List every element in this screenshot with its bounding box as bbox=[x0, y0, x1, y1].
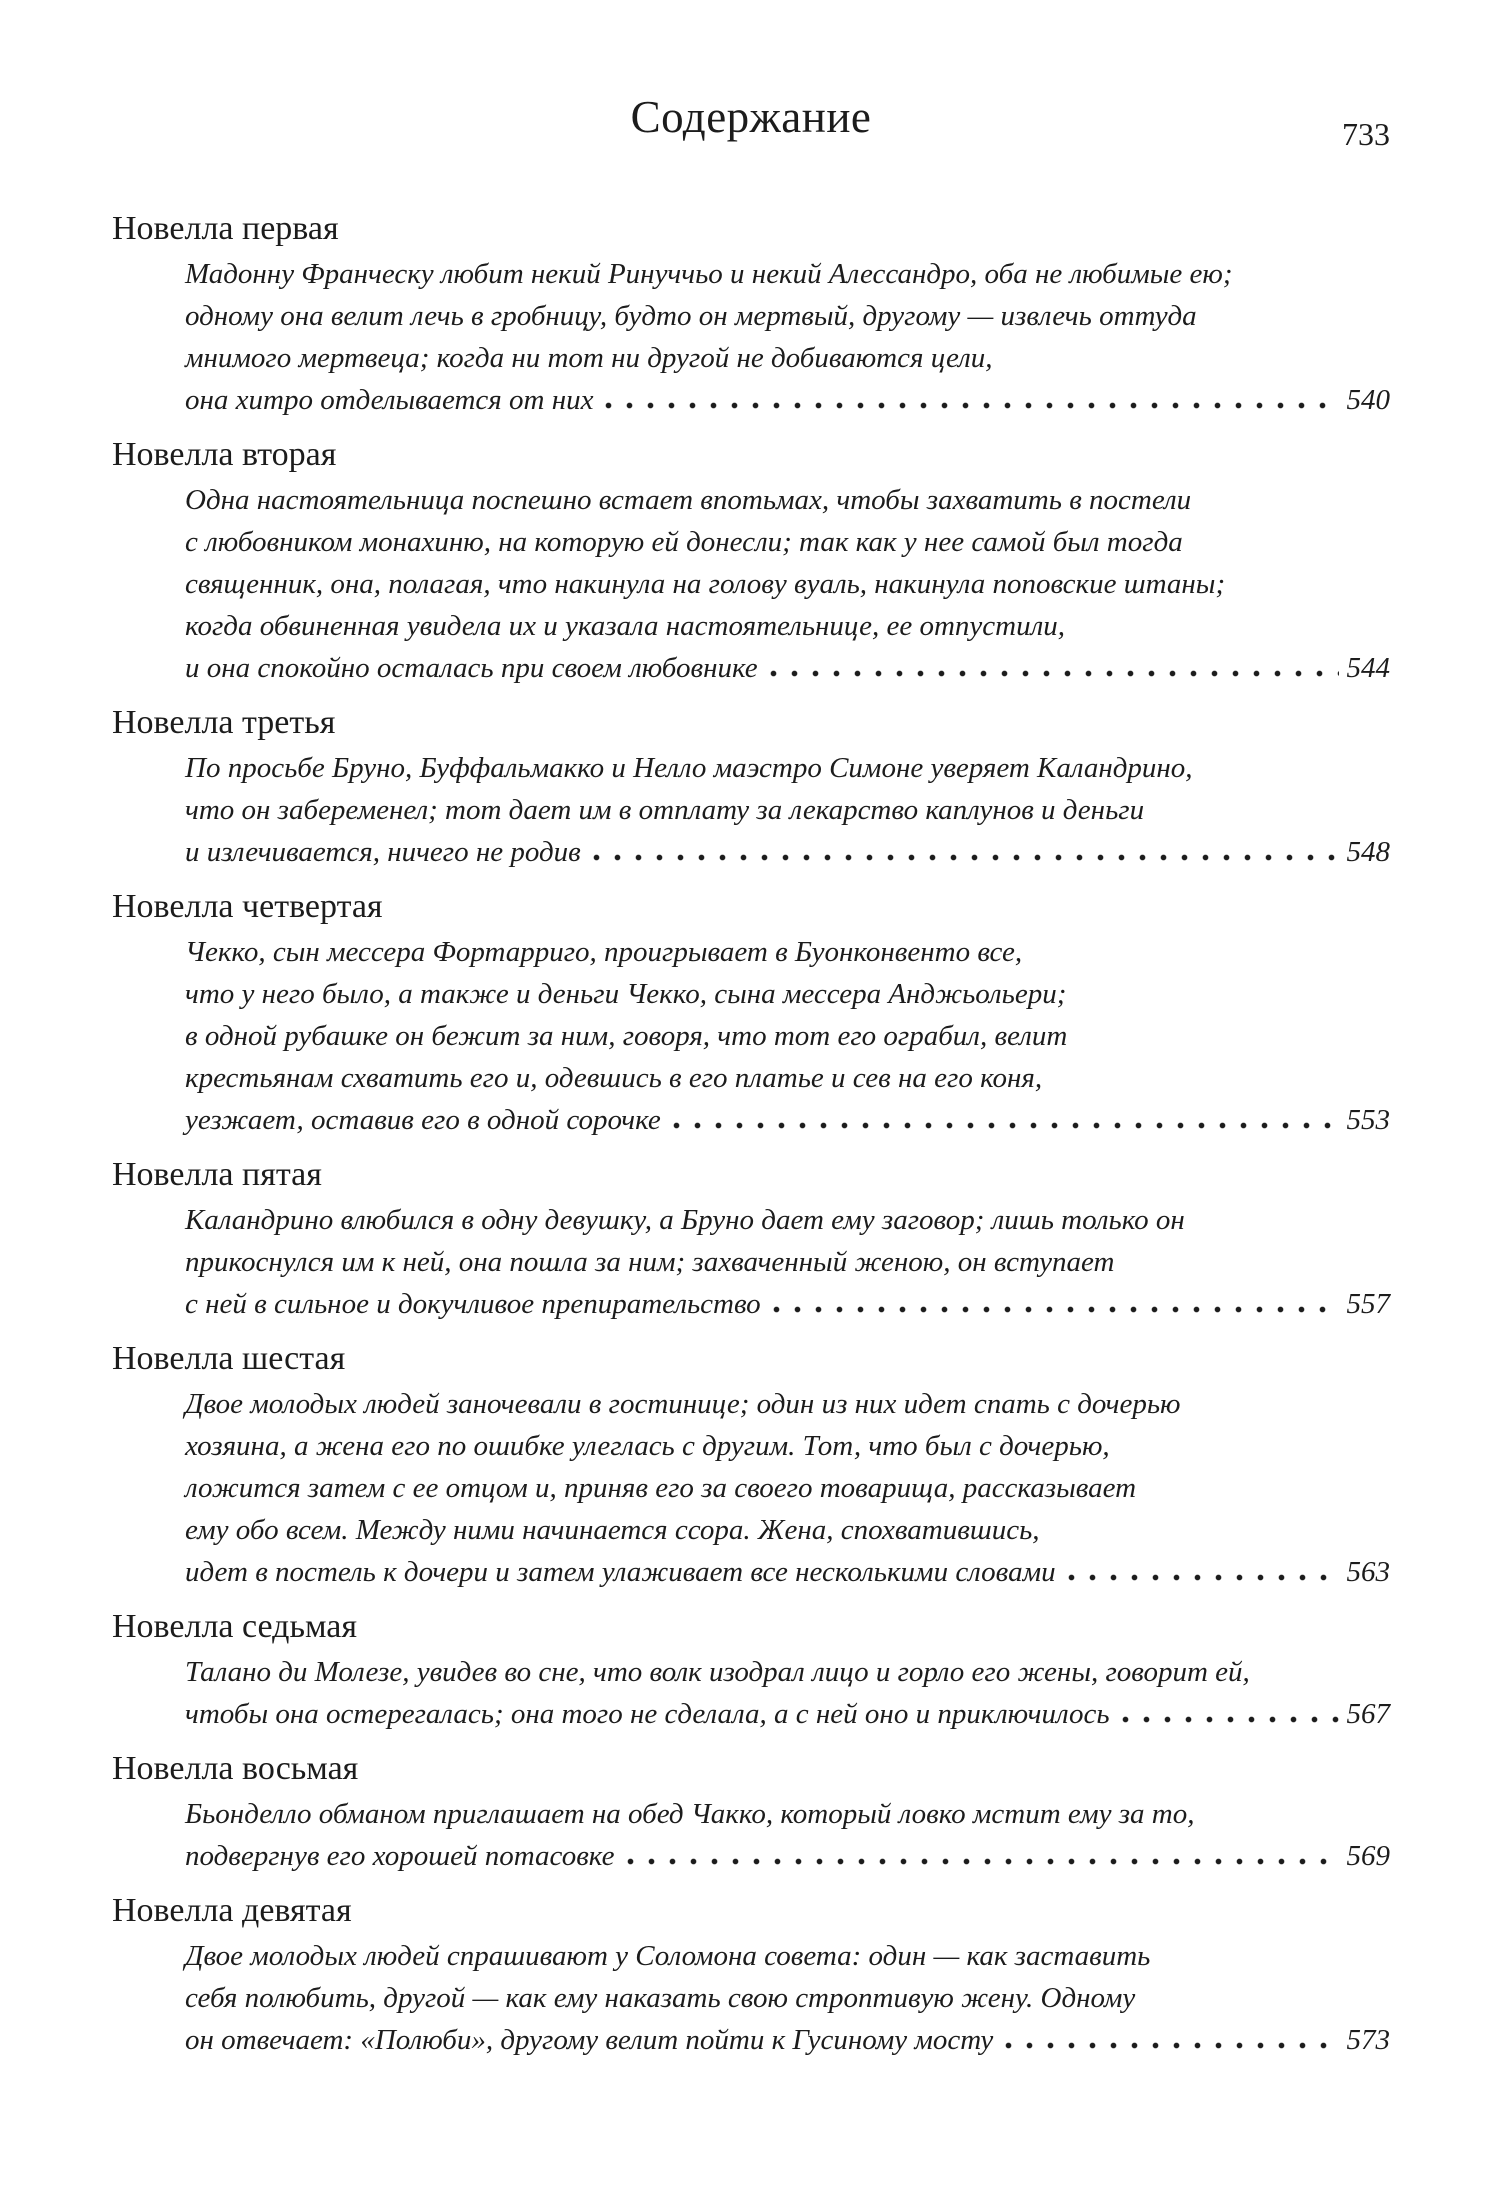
entry-description-line: Двое молодых людей заночевали в гостинице; один из них идет спать с дочерью bbox=[185, 1388, 1181, 1420]
entry-last-line-text: подвергнув его хорошей потасовке bbox=[185, 1840, 615, 1872]
entry-description-line: Двое молодых людей спрашивают у Соломона совета: один — как заставить bbox=[185, 1940, 1151, 1972]
entry-last-line bbox=[185, 1283, 1390, 1325]
entry-heading: Новелла первая bbox=[112, 210, 339, 247]
entry-description-line: Мадонну Франческу любит некий Ринуччьо и некий Алессандро, оба не любимые ею; bbox=[185, 258, 1233, 290]
entry-heading: Новелла третья bbox=[112, 704, 336, 741]
entry-last-line-text: он отвечает: «Полюби», другому велит пойти к Гусиному мосту bbox=[185, 2024, 994, 2056]
entry-description-line: в одной рубашке он бежит за ним, говоря, что тот его ограбил, велит bbox=[185, 1020, 1068, 1052]
entry-last-line bbox=[185, 1835, 1390, 1877]
entry-description-line: хозяина, а жена его по ошибке улеглась с другим. Тот, что был с дочерью, bbox=[185, 1430, 1110, 1462]
entry-heading: Новелла шестая bbox=[112, 1340, 346, 1377]
entry-description bbox=[112, 1935, 1390, 2061]
entry-description-line: По просьбе Бруно, Буффальмакко и Нелло маэстро Симоне уверяет Каландрино, bbox=[185, 752, 1193, 784]
entry-last-line-text: и она спокойно осталась при своем любовнике bbox=[185, 652, 758, 684]
entry-page-number: 557 bbox=[1346, 1288, 1390, 1320]
entry-description-line: когда обвиненная увидела их и указала настоятельнице, ее отпустили, bbox=[185, 610, 1066, 642]
entry-description-line: крестьянам схватить его и, одевшись в его платье и сев на его коня, bbox=[185, 1062, 1043, 1094]
entry-description-line: прикоснулся им к ней, она пошла за ним; захваченный женою, он вступает bbox=[185, 1246, 1115, 1278]
dot-leader bbox=[605, 402, 1338, 409]
dot-leader bbox=[1122, 1716, 1339, 1723]
entry-last-line-text: она хитро отделывается от них bbox=[185, 384, 594, 416]
entry-page-number: 544 bbox=[1346, 652, 1390, 684]
entry-page-number: 563 bbox=[1346, 1556, 1390, 1588]
entry-description bbox=[112, 1793, 1390, 1877]
entry-page-number: 540 bbox=[1346, 384, 1390, 416]
dot-leader bbox=[1068, 1574, 1339, 1581]
entry-description-line: одному она велит лечь в гробницу, будто он мертвый, другому — извлечь оттуда bbox=[185, 300, 1197, 332]
toc-entry bbox=[112, 1748, 1390, 1877]
entry-heading: Новелла восьмая bbox=[112, 1750, 359, 1787]
entry-last-line-text: идет в постель к дочери и затем улаживает все несколькими словами bbox=[185, 1556, 1056, 1588]
entry-description-line: Талано ди Молезе, увидев во сне, что волк изодрал лицо и горло его жены, говорит ей, bbox=[185, 1656, 1250, 1688]
entry-description-line: Одна настоятельница поспешно встает впотьмах, чтобы захватить в постели bbox=[185, 484, 1192, 516]
entry-description-line: Чекко, сын мессера Фортарриго, проигрывает в Буонконвенто все, bbox=[185, 936, 1023, 968]
entry-description-line: с любовником монахиню, на которую ей донесли; так как у нее самой был тогда bbox=[185, 526, 1183, 558]
dot-leader bbox=[593, 854, 1339, 861]
toc-entry bbox=[112, 1606, 1390, 1735]
entry-last-line bbox=[185, 647, 1390, 689]
dot-leader bbox=[627, 1858, 1339, 1865]
entry-page-number: 573 bbox=[1346, 2024, 1390, 2056]
entry-description bbox=[112, 931, 1390, 1141]
entry-description-line: ложится затем с ее отцом и, приняв его за своего товарища, рассказывает bbox=[185, 1472, 1137, 1504]
entry-last-line bbox=[185, 1693, 1390, 1735]
entry-description bbox=[112, 1651, 1390, 1735]
toc-entry bbox=[112, 1890, 1390, 2061]
toc-list bbox=[112, 208, 1390, 2061]
entry-heading: Новелла седьмая bbox=[112, 1608, 357, 1645]
entry-description bbox=[112, 1199, 1390, 1325]
entry-description-line: Бьонделло обманом приглашает на обед Чакко, который ловко мстит ему за то, bbox=[185, 1798, 1195, 1830]
entry-page-number: 548 bbox=[1346, 836, 1390, 868]
entry-description-line: что у него было, а также и деньги Чекко, сына мессера Анджьольери; bbox=[185, 978, 1067, 1010]
toc-entry bbox=[112, 1154, 1390, 1325]
entry-last-line bbox=[185, 1099, 1390, 1141]
entry-heading: Новелла девятая bbox=[112, 1892, 352, 1929]
toc-entry bbox=[112, 886, 1390, 1141]
page-title: Содержание bbox=[630, 92, 872, 142]
dot-leader bbox=[770, 670, 1339, 677]
entry-description-line: Каландрино влюбился в одну девушку, а Бруно дает ему заговор; лишь только он bbox=[185, 1204, 1185, 1236]
entry-page-number: 553 bbox=[1346, 1104, 1390, 1136]
entry-description bbox=[112, 479, 1390, 689]
entry-description bbox=[112, 747, 1390, 873]
toc-entry bbox=[112, 208, 1390, 421]
entry-last-line bbox=[185, 831, 1390, 873]
entry-last-line-text: уезжает, оставив его в одной сорочке bbox=[185, 1104, 661, 1136]
dot-leader bbox=[773, 1306, 1339, 1313]
toc-entry bbox=[112, 434, 1390, 689]
entry-description-line: мнимого мертвеца; когда ни тот ни другой не добиваются цели, bbox=[185, 342, 993, 374]
entry-last-line bbox=[185, 379, 1390, 421]
entry-description-line: ему обо всем. Между ними начинается ссора. Жена, спохватившись, bbox=[185, 1514, 1040, 1546]
entry-description-line: что он забеременел; тот дает им в отплату за лекарство каплунов и деньги bbox=[185, 794, 1145, 826]
entry-description-line: себя полюбить, другой — как ему наказать свою строптивую жену. Одному bbox=[185, 1982, 1136, 2014]
entry-heading: Новелла вторая bbox=[112, 436, 337, 473]
entry-description-line: священник, она, полагая, что накинула на голову вуаль, накинула поповские штаны; bbox=[185, 568, 1226, 600]
entry-heading: Новелла четвертая bbox=[112, 888, 383, 925]
toc-entry bbox=[112, 702, 1390, 873]
entry-last-line-text: чтобы она остерегалась; она того не сделала, а с ней оно и приключилось bbox=[185, 1698, 1110, 1730]
entry-last-line-text: и излечивается, ничего не родив bbox=[185, 836, 581, 868]
dot-leader bbox=[673, 1122, 1339, 1129]
entry-page-number: 569 bbox=[1346, 1840, 1390, 1872]
entry-last-line bbox=[185, 1551, 1390, 1593]
entry-last-line-text: с ней в сильное и докучливое препирательство bbox=[185, 1288, 761, 1320]
entry-page-number: 567 bbox=[1346, 1698, 1390, 1730]
entry-description bbox=[112, 253, 1390, 421]
folio-page-number: 733 bbox=[1342, 116, 1390, 152]
page-header bbox=[112, 88, 1390, 152]
entry-description bbox=[112, 1383, 1390, 1593]
toc-entry bbox=[112, 1338, 1390, 1593]
entry-heading: Новелла пятая bbox=[112, 1156, 322, 1193]
dot-leader bbox=[1005, 2042, 1338, 2049]
entry-last-line bbox=[185, 2019, 1390, 2061]
